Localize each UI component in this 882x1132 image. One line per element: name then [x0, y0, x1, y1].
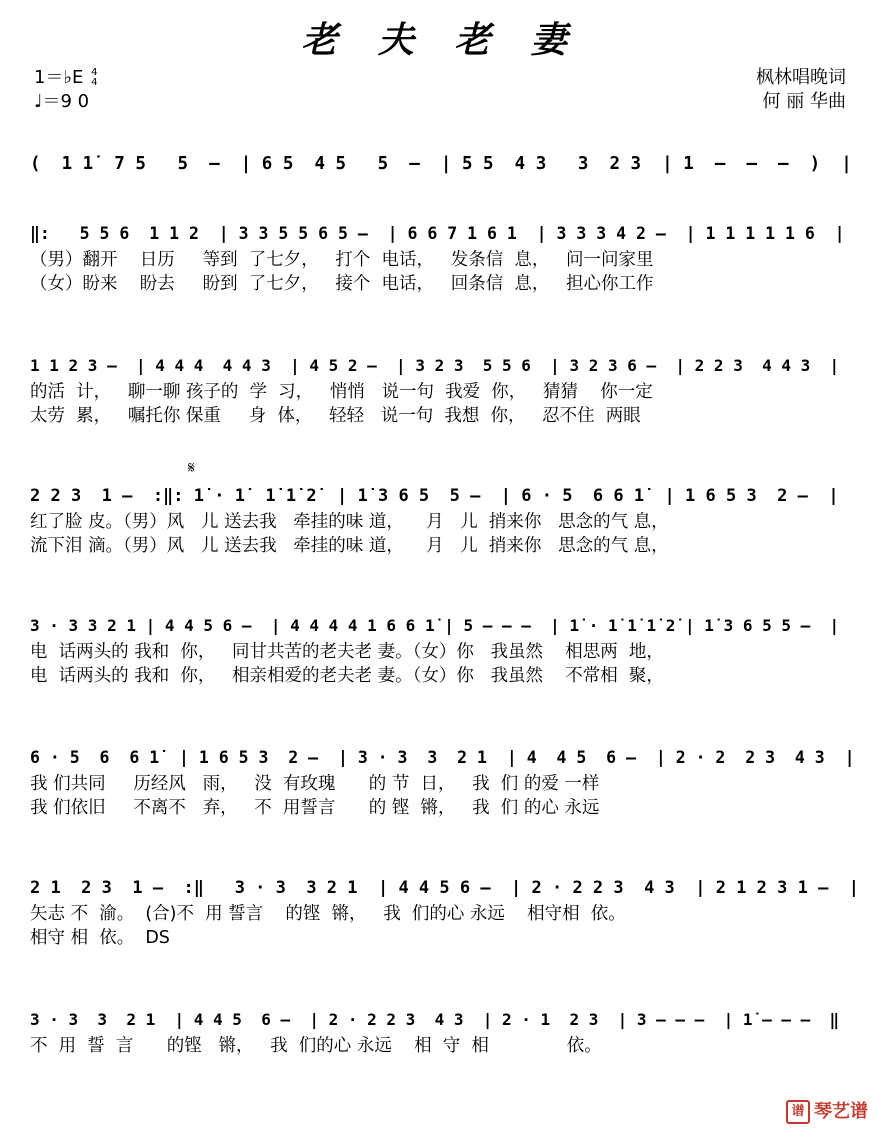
notation-line: 3 · 3 3 2 1 | 4 4 5 6 – | 4 4 4 4 1 6 6 1̇ | 5 – – – | 1̇ · 1̇ 1̇ 1̇ 2̇ | 1̇ 3 6 5 5 – |	[30, 616, 840, 635]
score-system	[30, 220, 860, 296]
score-system	[30, 1006, 860, 1058]
lyric-line: 的活 计， 聊一聊 孩子的 学 习， 悄悄 说一句 我爱 你， 猜猜 你一定	[30, 382, 653, 402]
score-system	[30, 150, 860, 178]
notation-line: 2 1 2 3 1 – :‖ 3 · 3 3 2 1 | 4 4 5 6 – | 2 · 2 2 3 4 3 | 2 1 2 3 1 – |	[30, 878, 860, 898]
score-system	[30, 612, 860, 688]
composer-credit: 何 丽 华曲	[762, 91, 846, 112]
score-system	[30, 482, 860, 558]
lyric-line: （男）翻开 日历 等到 了七夕， 打个 电话， 发条信 息， 问一问家里	[30, 250, 654, 270]
notation-line: ( 1 1̇ 7 5 5 – | 6 5 4 5 5 – | 5 5 4 3 3 2 3 | 1 – – – ) |	[30, 154, 852, 174]
song-title: 老 夫 老 妻	[301, 19, 581, 61]
time-signature-top: 4	[91, 67, 98, 78]
lyricist-credit: 枫林唱晚词	[756, 67, 846, 88]
notation-line: ‖: 5 5 6 1 1 2 | 3 3 5 5 6 5 – | 6 6 7 1 6 1 | 3 3 3 4 2 – | 1 1 1 1 1 6 |	[30, 224, 845, 243]
score-system	[30, 744, 860, 820]
lyric-line: 电 话两头的 我和 你， 相亲相爱的老夫老 妻。（女）你 我虽然 不常相 聚，	[30, 666, 664, 686]
credits	[756, 66, 846, 114]
time-signature-bottom: 4	[91, 77, 98, 88]
time-signature	[91, 68, 97, 88]
lyric-line: 我 们共同 历经风 雨， 没 有玫瑰 的 节 日， 我 们 的爱 一样	[30, 774, 600, 794]
lyric-line: 相守 相 依。 DS	[30, 928, 170, 948]
notation-line: 6 · 5 6 6 1̇ | 1 6 5 3 2 – | 3 · 3 3 2 1 | 4 4 5 6 – | 2 · 2 2 3 4 3 |	[30, 748, 855, 767]
score-system	[30, 874, 860, 950]
watermark	[786, 1097, 868, 1124]
lyric-line: 电 话两头的 我和 你， 同甘共苦的老夫老 妻。（女）你 我虽然 相思两 地，	[30, 642, 664, 662]
notation-line: 2 2 3 1 – :‖: 1̇ · 1̇ 1̇ 1̇ 2̇ | 1̇ 3 6 5 5 – | 6 · 5 6 6 1̇ | 1 6 5 3 2 – |	[30, 486, 839, 506]
notation-line: 3 · 3 3 2 1 | 4 4 5 6 – | 2 · 2 2 3 4 3 | 2 · 1 2 3 | 3 – – – | 1̇ – – – ‖	[30, 1010, 840, 1029]
lyric-line: 红了脸 皮。（男）风 儿 送去我 牵挂的味 道， 月 儿 捎来你 思念的气 息，	[30, 512, 669, 532]
watermark-logo-icon: 谱	[786, 1100, 810, 1124]
lyric-line: 太劳 累， 嘱托你 保重 身 体， 轻轻 说一句 我想 你， 忍不住 两眼	[30, 406, 641, 426]
key-signature-line	[34, 66, 97, 90]
watermark-text: 琴艺谱	[814, 1101, 868, 1122]
lyric-line: 矢志 不 渝。 (合)不 用 誓言 的铿 锵， 我 们的心 永远 相守相 依。	[30, 904, 626, 924]
key-signature: 1＝♭E	[34, 67, 84, 88]
key-and-tempo	[34, 66, 97, 114]
lyric-line: 我 们依旧 不离不 弃， 不 用誓言 的 铿 锵， 我 们 的心 永远	[30, 798, 600, 818]
notation-line: 1 1 2 3 – | 4 4 4 4 4 3 | 4 5 2 – | 3 2 3 5 5 6 | 3 2 3 6 – | 2 2 3 4 4 3 |	[30, 356, 840, 375]
segno-icon: 𝄋	[188, 458, 195, 477]
lyric-line: 流下泪 滴。（男）风 儿 送去我 牵挂的味 道， 月 儿 捎来你 思念的气 息，	[30, 536, 669, 556]
score-system	[30, 352, 860, 428]
tempo-marking: ♩＝9 0	[34, 91, 90, 112]
lyric-line: （女）盼来 盼去 盼到 了七夕， 接个 电话， 回条信 息， 担心你工作	[30, 274, 654, 294]
lyric-line: 不 用 誓 言 的铿 锵， 我 们的心 永远 相 守 相 依。	[30, 1036, 602, 1056]
